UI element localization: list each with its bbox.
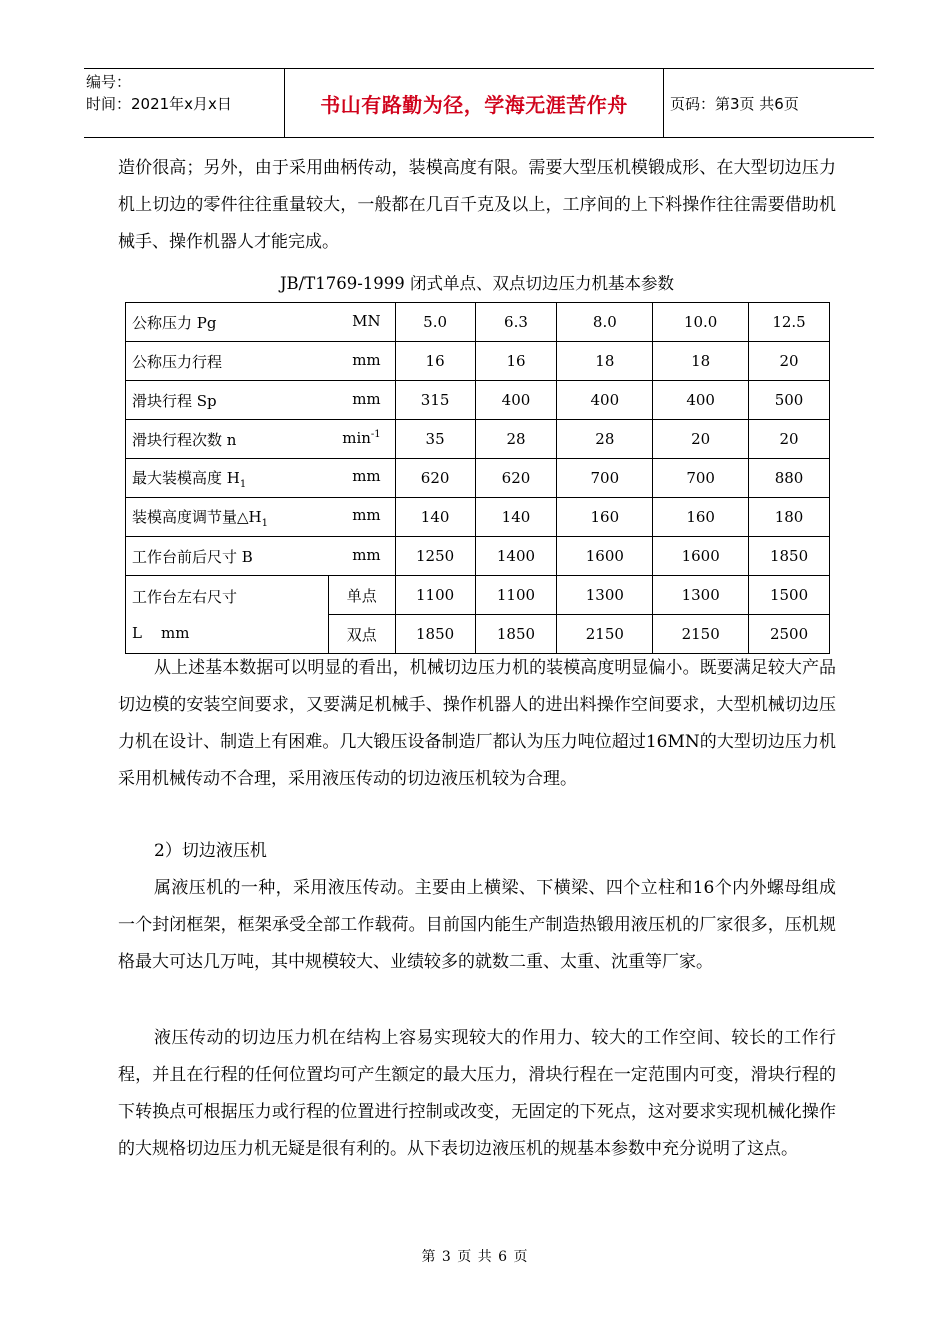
table-cell: 1400 [475, 537, 557, 576]
press-parameters-table [125, 302, 830, 654]
table-cell: 8.0 [557, 303, 653, 342]
table-cell: 700 [557, 459, 653, 498]
table-cell: 20 [749, 420, 830, 459]
parameter-unit: min [342, 428, 371, 447]
table-cell: 2500 [749, 615, 830, 654]
parameter-unit: mm [352, 350, 381, 369]
table-row [126, 420, 830, 459]
table-row [126, 498, 830, 537]
header-slogan-cell [284, 69, 664, 137]
table-cell: 1100 [395, 576, 475, 615]
parameter-label-cell [126, 537, 396, 576]
table-cell: 400 [653, 381, 749, 420]
section-heading: 2）切边液压机 [154, 841, 267, 861]
table-cell: 20 [749, 342, 830, 381]
table-cell: 620 [395, 459, 475, 498]
table-cell: 140 [475, 498, 557, 537]
parameter-unit-superscript: -1 [370, 428, 381, 440]
table-cell: 700 [653, 459, 749, 498]
paragraph-3: 属液压机的一种，采用液压传动。主要由上横梁、下横梁、四个立柱和16个内外螺母组成一个封闭框架，框架承受全部工作载荷。目前国内能生产制造热锻用液压机的厂家很多，压机规格最大可达几万吨，其中规模较大、业绩较多的就数二重、太重、沈重等厂家。 [118, 878, 836, 972]
table-cell: 35 [395, 420, 475, 459]
parameter-name: 装模高度调节量△H [132, 507, 262, 526]
parameter-unit: mm [352, 505, 381, 524]
table-cell: 16 [395, 342, 475, 381]
page-footer: 第 3 页 共 6 页 [421, 1249, 529, 1265]
paragraph-1: 造价很高；另外，由于采用曲柄传动，装模高度有限。需要大型压机模锻成形、在大型切边压力机上切边的零件往往重量较大，一般都在几百千克及以上，工序间的上下料操作往往需要借助机械手、操作机器人才能完成。 [118, 158, 836, 252]
table-cell: 1500 [749, 576, 830, 615]
parameter-unit: mm [352, 545, 381, 564]
paragraph-2: 从上述基本数据可以明显的看出，机械切边压力机的装模高度明显偏小。既要满足较大产品切边模的安装空间要求，又要满足机械手、操作机器人的进出料操作空间要求，大型机械切边压力机在设计、制造上有困难。几大锻压设备制造厂都认为压力吨位超过16MN的大型切边压力机采用机械传动不合理，采用液压传动的切边液压机较为合理。 [118, 658, 836, 789]
table-cell: 1600 [557, 537, 653, 576]
press-type-cell: 双点 [328, 615, 395, 654]
table-cell: 1850 [395, 615, 475, 654]
parameter-label-cell [126, 342, 396, 381]
table-cell: 16 [475, 342, 557, 381]
header-page-indicator: 页码：第3页 共6页 [670, 94, 799, 113]
parameter-name: 滑块行程次数 n [132, 430, 237, 449]
table-cell: 180 [749, 498, 830, 537]
worktable-width-label-cell [126, 576, 329, 654]
parameter-name: 公称压力 Pg [132, 313, 217, 332]
parameter-name: 公称压力行程 [132, 352, 223, 371]
table-cell: 28 [557, 420, 653, 459]
parameter-unit: MN [352, 311, 381, 330]
table-cell: 500 [749, 381, 830, 420]
header-meta [86, 71, 282, 135]
table-cell: 28 [475, 420, 557, 459]
table-row [126, 459, 830, 498]
table-cell: 20 [653, 420, 749, 459]
table-cell: 2150 [557, 615, 653, 654]
document-number-label: 编号： [86, 73, 132, 91]
table-row [126, 537, 830, 576]
parameter-unit: mm [352, 389, 381, 408]
parameter-name: 工作台左右尺寸 [132, 587, 238, 606]
parameter-name: 工作台前后尺寸 B [132, 547, 253, 566]
table-caption: JB/T1769-1999 闭式单点、双点切边压力机基本参数 [279, 274, 675, 293]
table-cell: 12.5 [749, 303, 830, 342]
header-slogan: 书山有路勤为径，学海无涯苦作舟 [320, 92, 628, 117]
table-cell: 1300 [653, 576, 749, 615]
table-cell: 2150 [653, 615, 749, 654]
parameter-name-subscript: 1 [239, 478, 247, 490]
parameter-label-cell [126, 303, 396, 342]
table-cell: 6.3 [475, 303, 557, 342]
press-type-cell: 单点 [328, 576, 395, 615]
table-cell: 1250 [395, 537, 475, 576]
table-cell: 160 [557, 498, 653, 537]
table-cell: 1100 [475, 576, 557, 615]
table-cell: 160 [653, 498, 749, 537]
parameter-name: 最大装模高度 H [132, 468, 240, 487]
table-cell: 140 [395, 498, 475, 537]
table-row [126, 303, 830, 342]
table-cell: 400 [475, 381, 557, 420]
parameter-name: 滑块行程 Sp [132, 391, 217, 410]
parameter-name-subscript: 1 [261, 517, 268, 529]
parameter-unit: L mm [132, 623, 190, 642]
parameter-label-cell [126, 381, 396, 420]
table-cell: 315 [395, 381, 475, 420]
parameter-label-cell [126, 459, 396, 498]
page-header [84, 68, 874, 138]
table-cell: 1600 [653, 537, 749, 576]
table-cell: 620 [475, 459, 557, 498]
parameter-unit: mm [352, 466, 381, 485]
table-cell: 1850 [749, 537, 830, 576]
table-cell: 1300 [557, 576, 653, 615]
table-row [126, 381, 830, 420]
parameter-label-cell [126, 498, 396, 537]
table-cell: 1850 [475, 615, 557, 654]
table-cell: 880 [749, 459, 830, 498]
table-row [126, 342, 830, 381]
table-cell: 18 [653, 342, 749, 381]
document-date-label: 时间：2021年x月x日 [86, 95, 232, 113]
table-cell: 10.0 [653, 303, 749, 342]
table-cell: 18 [557, 342, 653, 381]
table-cell: 400 [557, 381, 653, 420]
paragraph-4: 液压传动的切边压力机在结构上容易实现较大的作用力、较大的工作空间、较长的工作行程，并且在行程的任何位置均可产生额定的最大压力，滑块行程在一定范围内可变，滑块行程的下转换点可根据压力或行程的位置进行控制或改变，无固定的下死点，这对要求实现机械化操作的大规格切边压力机无疑是很有利的。从下表切边液压机的规基本参数中充分说明了这点。 [118, 1028, 836, 1159]
table-row [126, 576, 830, 615]
table-cell: 5.0 [395, 303, 475, 342]
table-body [126, 303, 830, 654]
parameter-label-cell [126, 420, 396, 459]
